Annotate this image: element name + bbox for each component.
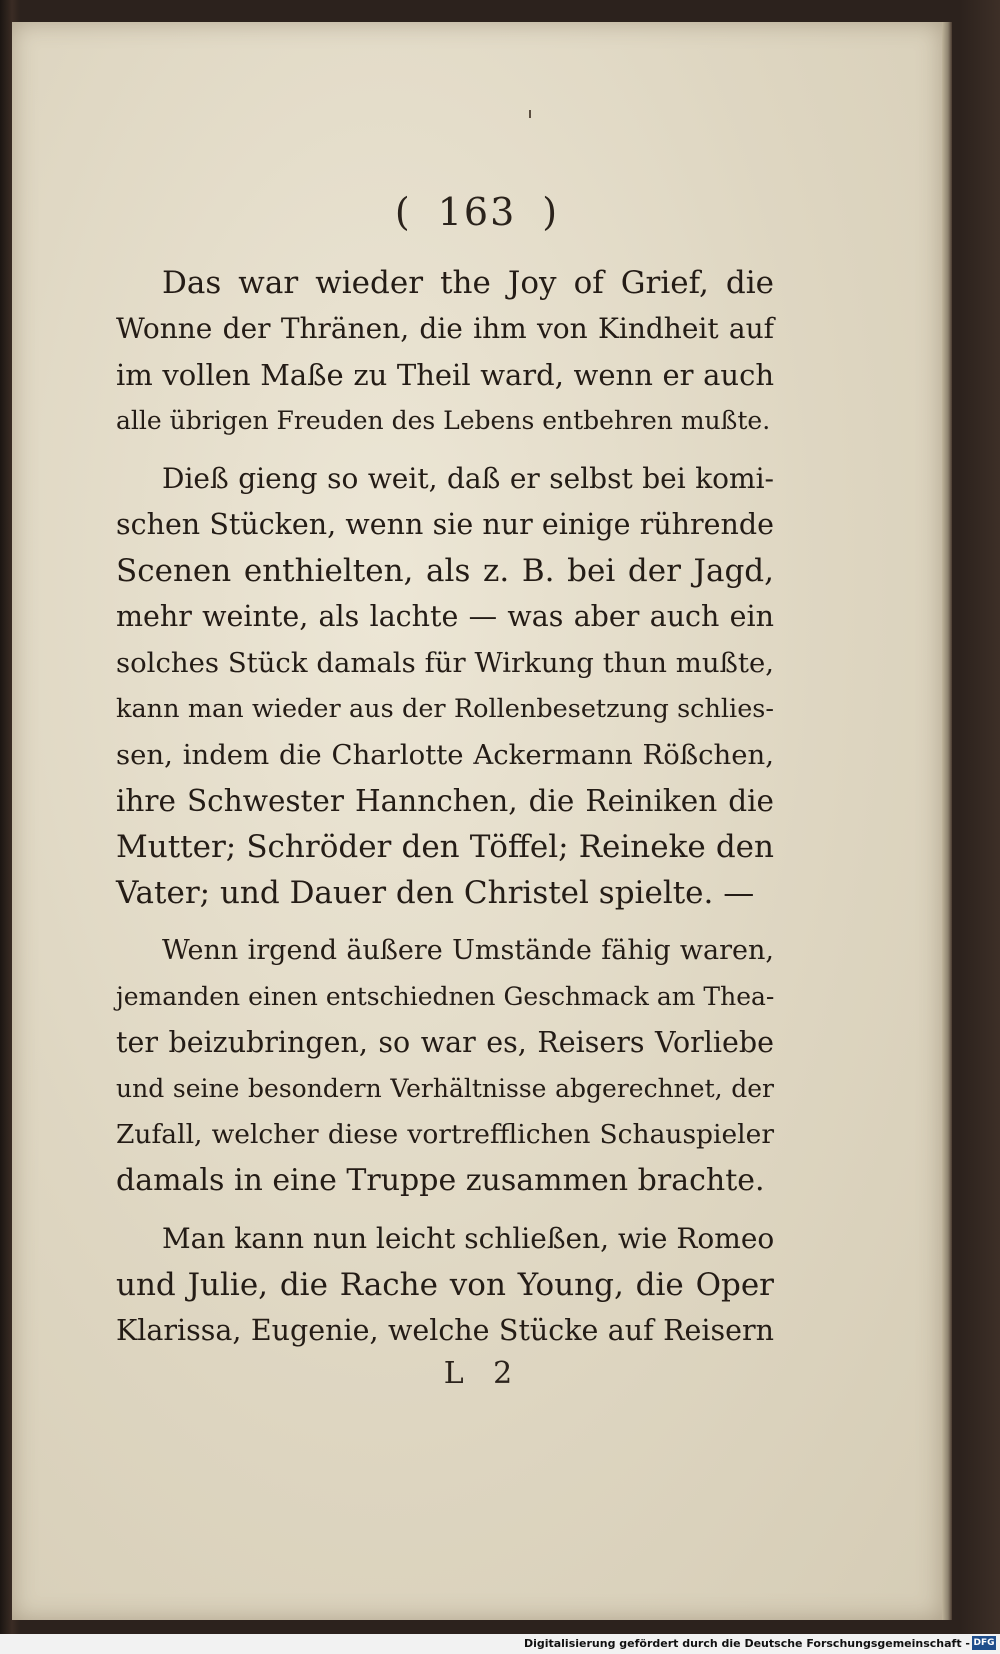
text-line: Scenen enthielten, als z. B. bei der Jagd, <box>116 553 774 589</box>
dfg-logo: DFG <box>973 1638 995 1648</box>
text-line: Wenn irgend äußere Umstände fähig waren, <box>162 935 774 966</box>
text-line: und Julie, die Rache von Young, die Oper <box>116 1267 774 1303</box>
text-line: Dieß gieng so weit, daß er selbst bei komi- <box>162 462 774 495</box>
text-line: damals in eine Truppe zusammen brachte. <box>116 1163 765 1198</box>
paragraph-3 <box>116 928 774 1204</box>
paragraph-4 <box>116 1216 774 1354</box>
text-line: im vollen Maße zu Theil ward, wenn er auch <box>116 358 774 392</box>
footer-credit: Digitalisierung gefördert durch die Deutsche Forschungsgemeinschaft - <box>523 1637 970 1650</box>
page-number: 163 <box>437 190 517 234</box>
text-line: ter beizubringen, so war es, Reisers Vorliebe <box>116 1026 774 1059</box>
text-line: Vater; und Dauer den Christel spielte. — <box>116 875 755 911</box>
text-line: Man kann nun leicht schließen, wie Romeo <box>162 1222 775 1255</box>
text-line: Klarissa, Eugenie, welche Stücke auf Reisern <box>116 1314 774 1347</box>
text-line: solches Stück damals für Wirkung thun mußte, <box>116 647 774 679</box>
signature-mark: L 2 <box>443 1356 523 1391</box>
text-line: sen, indem die Charlotte Ackermann Rößchen, <box>116 739 774 771</box>
page-edge <box>942 22 952 1620</box>
page-speck <box>529 110 531 118</box>
paragraph-2 <box>116 456 774 916</box>
text-line: ihre Schwester Hannchen, die Reiniken die <box>116 784 774 818</box>
text-line: Mutter; Schröder den Töffel; Reineke den <box>116 829 774 865</box>
paren-close: ) <box>542 190 560 234</box>
text-line: Wonne der Thränen, die ihm von Kindheit auf <box>116 312 774 345</box>
book-page <box>12 22 942 1620</box>
text-line: alle übrigen Freuden des Lebens entbehren mußte. <box>116 406 771 435</box>
text-line: jemanden einen entschiednen Geschmack am Thea- <box>116 982 775 1011</box>
body-text <box>116 260 774 1366</box>
paragraph-1 <box>116 260 774 444</box>
paren-open: ( <box>394 190 412 234</box>
text-line: mehr weinte, als lachte — was aber auch ein <box>116 600 774 633</box>
text-line: kann man wieder aus der Rollenbesetzung schlies- <box>116 694 774 724</box>
text-line: schen Stücken, wenn sie nur einige rührende <box>116 508 774 541</box>
text-line: Das war wieder the Joy of Grief, die <box>162 265 774 301</box>
text-line: und seine besondern Verhältnisse abgerechnet, der <box>116 1074 774 1103</box>
text-line: Zufall, welcher diese vortrefflichen Schauspieler <box>116 1119 774 1150</box>
page-header <box>12 190 942 234</box>
